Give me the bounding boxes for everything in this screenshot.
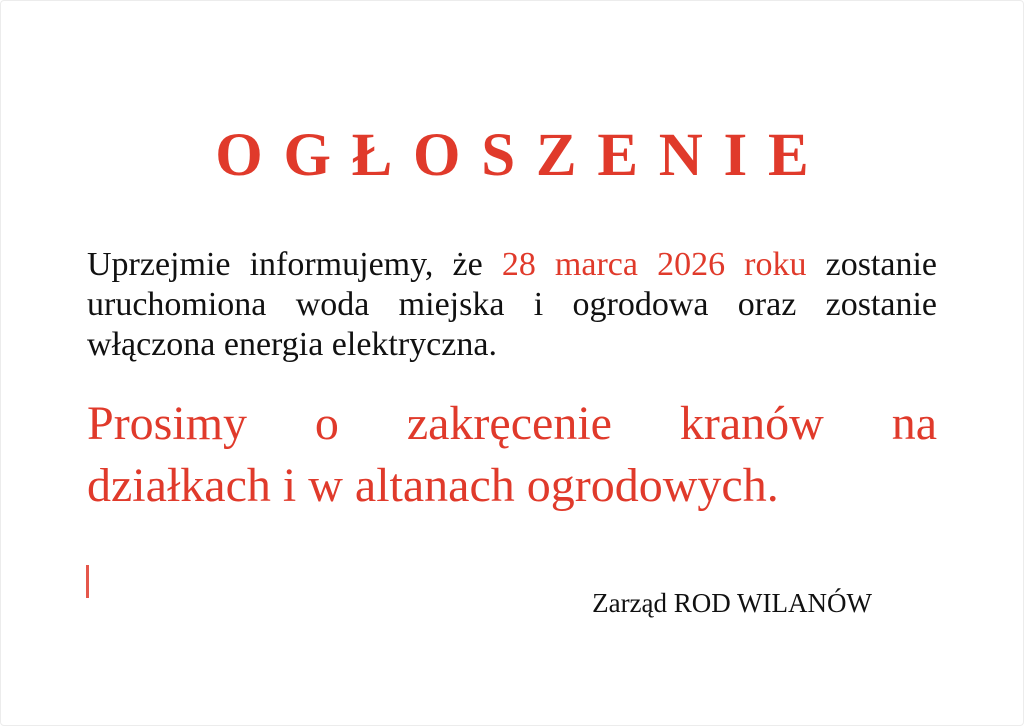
intro-date-highlight: 28 marca 2026 roku	[501, 246, 807, 283]
intro-paragraph	[87, 245, 937, 365]
request-paragraph	[87, 393, 937, 517]
intro-text-after-date: zostanie	[825, 246, 938, 283]
intro-text-before-date: Uprzejmie informujemy, że	[87, 246, 483, 283]
intro-line-2: uruchomiona woda miejska i ogrodowa oraz zostanie	[87, 286, 937, 323]
signature: Zarząd ROD WILANÓW	[592, 588, 872, 618]
text-cursor	[86, 565, 89, 598]
page-title: OGŁOSZENIE	[215, 122, 830, 189]
request-line-1: Prosimy o zakręcenie kranów na	[87, 397, 937, 450]
request-line-2: działkach i w altanach ogrodowych.	[87, 459, 779, 512]
intro-line-1	[87, 245, 937, 285]
intro-line-3: włączona energia elektryczna.	[87, 326, 497, 363]
